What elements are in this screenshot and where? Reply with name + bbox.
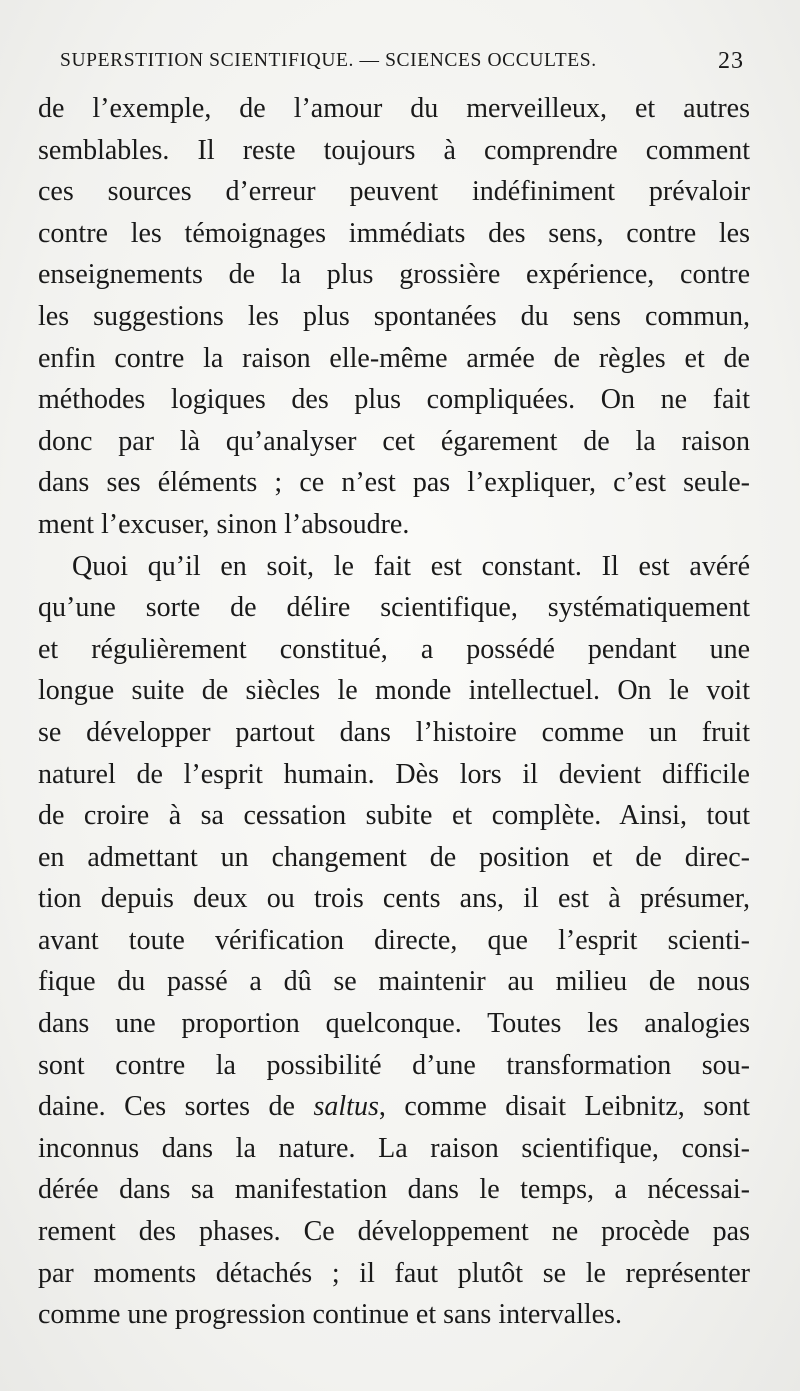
text-line: naturel de l’esprit humain. Dès lors il devient difficile: [38, 758, 750, 790]
text-line: méthodes logiques des plus compliquées. On ne fait: [38, 384, 750, 416]
running-head-title: SUPERSTITION SCIENTIFIQUE. — SCIENCES OCCULTES.: [60, 50, 597, 71]
text-line-saltus: [38, 1086, 750, 1128]
text-line: ces sources d’erreur peuvent indéfiniment prévaloir: [38, 176, 750, 208]
text-line: comme une progression continue et sans intervalles.: [38, 1299, 622, 1331]
text-run: , comme disait Leibnitz, sont: [378, 1091, 750, 1123]
text-line: sont contre la possibilité d’une transformation sou-: [38, 1049, 750, 1081]
text-line: avant toute vérification directe, que l’esprit scienti-: [38, 924, 750, 956]
text-line: les suggestions les plus spontanées du sens commun,: [38, 300, 750, 332]
text-line: enfin contre la raison elle-même armée de règles et de: [38, 342, 750, 374]
text-line: inconnus dans la nature. La raison scientifique, consi-: [38, 1132, 750, 1164]
text-line: dans une proportion quelconque. Toutes les analogies: [38, 1008, 750, 1040]
text-line: de croire à sa cessation subite et complète. Ainsi, tout: [38, 800, 750, 832]
running-head: [60, 44, 744, 78]
text-line: qu’une sorte de délire scientifique, systématiquement: [38, 592, 750, 624]
text-line: se développer partout dans l’histoire comme un fruit: [38, 716, 750, 748]
text-line: rement des phases. Ce développement ne procède pas: [38, 1216, 750, 1248]
text-line: de l’exemple, de l’amour du merveilleux, et autres: [38, 93, 750, 124]
text-line: dérée dans sa manifestation dans le temps, a nécessai-: [38, 1174, 750, 1206]
text-line: fique du passé a dû se maintenir au milieu de nous: [38, 966, 750, 998]
text-line: contre les témoignages immédiats des sens, contre les: [38, 217, 750, 249]
text-line: enseignements de la plus grossière expérience, contre: [38, 259, 750, 291]
body-text: [38, 88, 750, 1336]
text-line: ment l’excuser, sinon l’absoudre.: [38, 508, 410, 540]
page-number: 23: [718, 48, 744, 74]
text-line: par moments détachés ; il faut plutôt se le représenter: [38, 1257, 750, 1289]
text-line: Quoi qu’il en soit, le fait est constant. Il est avéré: [72, 550, 750, 582]
text-line: et régulièrement constitué, a possédé pendant une: [38, 633, 750, 665]
text-line: longue suite de siècles le monde intellectuel. On le voit: [38, 675, 750, 707]
text-line: donc par là qu’analyser cet égarement de la raison: [38, 425, 750, 457]
italic-word: saltus: [313, 1091, 379, 1123]
paragraph: [38, 88, 750, 546]
text-line: semblables. Il reste toujours à comprendre comment: [38, 134, 750, 166]
text-line: en admettant un changement de position et de direc-: [38, 841, 750, 873]
text-run: daine. Ces sortes de: [38, 1091, 314, 1123]
text-line: tion depuis deux ou trois cents ans, il est à présumer,: [38, 883, 750, 915]
paragraph: [38, 546, 750, 1336]
text-line: dans ses éléments ; ce n’est pas l’expliquer, c’est seule-: [38, 467, 750, 499]
